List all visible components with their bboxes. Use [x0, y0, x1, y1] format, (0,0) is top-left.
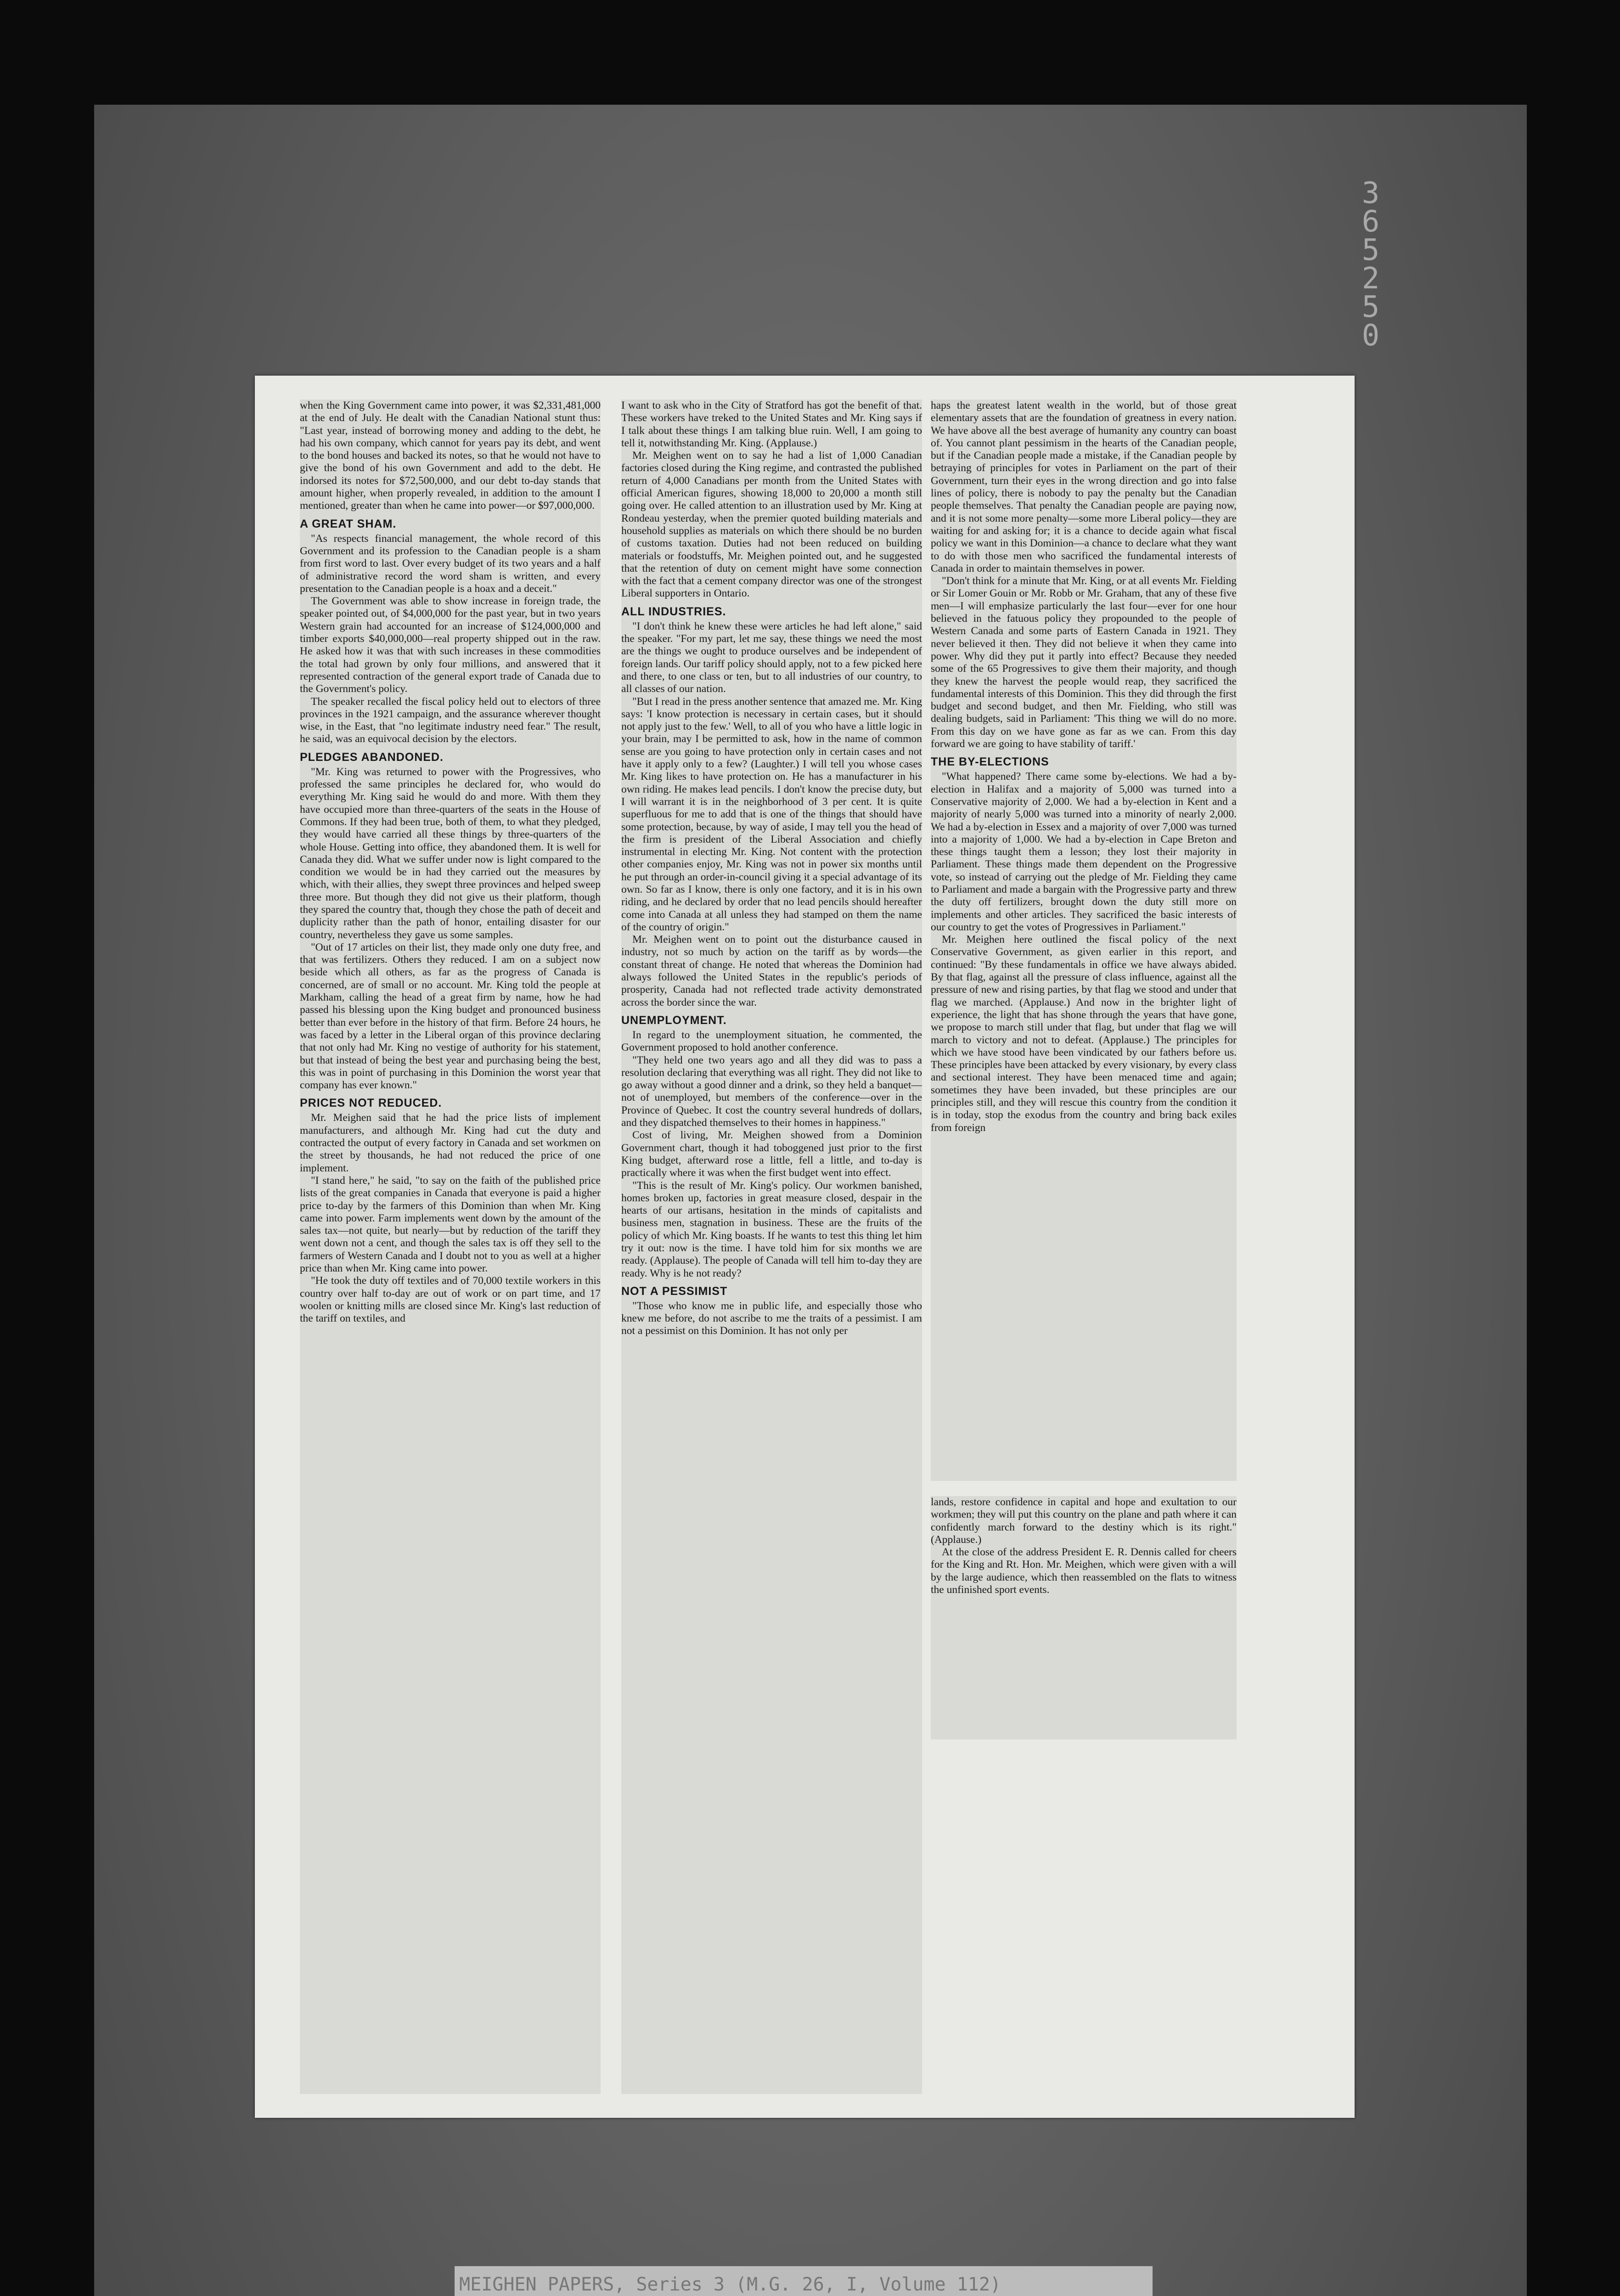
- paragraph: "What happened? There came some by-elections. We had a by-election in Halifax and a majority of 5,000 was turned into a Conservative majority of 2,000. We had a by-election in Kent and a majority of nearly 5,000 was turned into a minority of nearly 2,000. We had a by-election in Essex and a majority of over 7,000 was turned into a majority of 1,000. We had a by-election in Cape Breton and these things taught them a lesson; they lost their majority in Parliament. These things made them dependent on the Progressive vote, so instead of carrying out the pledge of Mr. Fielding they came to Parliament and made a bargain with the Progressive party and threw the duty off fertilizers, brought down the duty still more on implements and other articles. They sacrificed the basic interests of our country to get the votes of Progressives in Parliament.": [931, 771, 1237, 933]
- subheading: PRICES NOT REDUCED.: [300, 1097, 442, 1110]
- paragraph: In regard to the unemployment situation, he commented, the Government proposed to hold another conference.: [621, 1029, 922, 1054]
- paragraph: I want to ask who in the City of Stratford has got the benefit of that. These workers have treked to the United States and Mr. King says if I talk about these things I am talking blue ruin. Well, I am going to tell it, notwithstanding Mr. King. (Applause.): [621, 400, 922, 449]
- paragraph: The speaker recalled the fiscal policy held out to electors of three provinces in the 1921 campaign, and the assurance wherever thought wise, in the East, that "no legitimate industry need fear." The result, he said, was an equivocal decision by the electors.: [300, 695, 601, 745]
- subheading: NOT A PESSIMIST: [621, 1284, 728, 1298]
- paragraph: Mr. Meighen went on to say he had a list of 1,000 Canadian factories closed during the King regime, and contrasted the published return of 4,000 Canadians per month from the United States with official American figures, showing 18,000 to 20,000 a month still going over. He called attention to an illustration used by Mr. King at Rondeau yesterday, when the premier quoted building materials and household supplies as materials on which there should be no burden of customs taxation. Duties had not been reduced on building materials or foodstuffs, Mr. Meighen pointed out, and he suggested that the retention of duty on cement might have some connection with the fact that a cement company director was one of the strongest Liberal supporters in Ontario.: [621, 450, 922, 600]
- subheading: A GREAT SHAM.: [300, 517, 397, 530]
- paragraph: Mr. Meighen went on to point out the disturbance caused in industry, not so much by action on the tariff as by words—the constant threat of change. He noted that whereas the Dominion had always followed the United States in the republic's periods of prosperity, Canada had not reflected trade activity demonstrated across the border since the war.: [621, 934, 922, 1008]
- article-column-2: [621, 400, 922, 2094]
- serial-number-stamp: 365250: [1361, 176, 1380, 353]
- paragraph: "He took the duty off textiles and of 70,000 textile workers in this country over half to-day are out of work or on part time, and 17 woolen or knitting mills are closed since Mr. King's last reduction of the tariff on textiles, and: [300, 1275, 601, 1325]
- paragraph: Mr. Meighen here outlined the fiscal policy of the next Conservative Government, as given earlier in this report, and continued: "By these fundamentals in office we have always abided. By that flag, against all the pressure of class influence, against all the pressure of new and rising parties, by that flag we stood and under that flag we marched. (Applause.) And now in the brighter light of experience, the light that has shone through the years that have gone, we propose to march still under that flag, but under that flag we will march to victory and not to defeat. (Applause.) The principles for which we have stood have been vindicated by our fathers before us. These principles have been attacked by every visionary, by every class and sectional interest. They have been menaced time and again; sometimes they have been invaded, but these principles are our principles still, and they will rescue this country from the condition it is in today, stop the exodus from the country and bring back exiles from foreign: [931, 934, 1237, 1134]
- paragraph: "Out of 17 articles on their list, they made only one duty free, and that was fertilizers. Others they reduced. I am on a subject now beside which all others, as far as the progress of Canada is concerned, are of small or no account. Mr. King told the people at Markham, calling the head of a great firm by name, how he had passed his blessing upon the King budget and pronounced business better than ever before in the history of that firm. Before 24 hours, he was faced by a letter in the Liberal organ of this province declaring that not only had Mr. King no vestige of authority for his statement, but that instead of being the best year and purchasing being the best, this was in point of purchasing in this Dominion the worst year that company has ever known.": [300, 941, 601, 1092]
- paragraph: At the close of the address President E. R. Dennis called for cheers for the King and Rt. Hon. Mr. Meighen, which were given with a will by the large audience, which then reassembled on the flats to witness the unfinished sport events.: [931, 1546, 1237, 1596]
- subheading: PLEDGES ABANDONED.: [300, 750, 444, 764]
- paragraph: "I stand here," he said, "to say on the faith of the published price lists of the great companies in Canada that everyone is paid a higher price to-day by the farmers of this Dominion than when Mr. King came into power. Farm implements went down by the amount of the sales tax—not quite, but nearly—but by reduction of the tariff they went down not a cent, and though the sales tax is off they sell to the farmers of Western Canada and I doubt not to you as well at a higher price than when Mr. King came into power.: [300, 1174, 601, 1274]
- subheading: THE BY-ELECTIONS: [931, 755, 1049, 769]
- article-column-3: [931, 400, 1237, 1481]
- paragraph: The Government was able to show increase in foreign trade, the speaker pointed out, of $4,000,000 for the past year, but in two years Western grain had accounted for an increase of $124,000,000 and timber exports $40,000,000—real property shipped out in the raw. He asked how it was that with such increases in these commodities the total had grown by only four millions, and answered that it represented contraction of the general export trade of Canada due to the Government's policy.: [300, 595, 601, 695]
- subheading: UNEMPLOYMENT.: [621, 1013, 727, 1027]
- paragraph: haps the greatest latent wealth in the world, but of those great elementary assets that are the foundation of greatness in every nation. We have above all the best average of humanity any country can boast of. You cannot plant pessimism in the hearts of the Canadian people, but if the Canadian people made a mistake, if the Canadian people by betraying of principles for votes in Parliament on the part of their Government, turn their eyes in the wrong direction and go into false lines of policy, there is nobody to pay the penalty but the Canadian people themselves. That penalty the Canadian people are paying now, and it is not some more penalty—some more Liberal policy—they are waiting for and asking for; it is a chance to decide again what fiscal policy we want in this Dominion—a chance to declare what they want to do with those men who sacrificed the fundamental interests of Canada in order to maintain themselves in power.: [931, 400, 1237, 574]
- paragraph: "Those who know me in public life, and especially those who knew me before, do not ascribe to me the traits of a pessimist. I am not a pessimist on this Dominion. It has not only per: [621, 1300, 922, 1337]
- subheading: ALL INDUSTRIES.: [621, 605, 726, 618]
- paragraph: "I don't think he knew these were articles he had left alone," said the speaker. "For my part, let me say, these things we need the most are the things we ought to produce ourselves and be independent of foreign lands. Our tariff policy should apply, not to a few picked here and there, to one class or ten, but to all industries of our country, to all classes of our nation.: [621, 620, 922, 695]
- paragraph: "This is the result of Mr. King's policy. Our workmen banished, homes broken up, factories in great measure closed, despair in the hearts of our artisans, hesitation in the minds of capitalists and business men, stagnation in business. These are the fruits of the policy of which Mr. King boasts. If he wants to test this thing let him try it out: now is the time. I have told him for six months we are ready. (Applause). The people of Canada will tell him to-day they are ready. Why is he not ready?: [621, 1179, 922, 1279]
- newspaper-clipping: [255, 376, 1355, 2118]
- article-column-1: [300, 400, 601, 2094]
- paragraph: "But I read in the press another sentence that amazed me. Mr. King says: 'I know protection is necessary in certain cases, but it should not apply just to the few.' Well, to all of you who have a little logic in your brain, may I be permitted to ask, how in the name of common sense are you going to have protection only in certain cases and not have it apply only to a few? (Laughter.) I will tell you whose cases Mr. King likes to have protection on. He has a manufacturer in his own riding. He makes lead pencils. I don't know the precise duty, but I will warrant it is in the neighborhood of 3 per cent. It is quite superfluous for me to add that is one of the things that should have some protection, because, by way of aside, I may tell you the head of the firm is president of the Liberal Association and chiefly instrumental in electing Mr. King. Not content with the protection other companies enjoy, Mr. King was not in power six months until he put through an order-in-council giving it a special advantage of its own. So far as I know, there is only one factory, and it is in his own riding, and he declared by order that no lead pencils should hereafter come into Canada at all unless they had stamped on them the name of the country of origin.": [621, 695, 922, 933]
- paragraph: "Don't think for a minute that Mr. King, or at all events Mr. Fielding or Sir Lomer Gouin or Mr. Robb or Mr. Graham, that any of these five men—I will emphasize particularly the last four—ever for one hour believed in the fatuous policy they propounded to the people of Western Canada and some parts of Eastern Canada in 1921. They never believed it then. They did not believe it when they came into power. Why did they put it partly into effect? Because they needed some of the 65 Progressives to give them their majority, and though they knew the harvest the people would reap, they sacrificed the fundamental interests of this Dominion. This they did through the first budget and second budget, and then Mr. Fielding, who still was dealing budgets, said in Parliament: 'This thing we will do no more. From this day on we have gone as far as we can. From this day forward we are going to have stability of tariff.': [931, 575, 1237, 750]
- paragraph: lands, restore confidence in capital and hope and exultation to our workmen; they will put this country on the plane and path where it can confidently march forward to the destiny which is its right." (Applause.): [931, 1496, 1237, 1546]
- paragraph: "As respects financial management, the whole record of this Government and its profession to the Canadian people is a sham from first word to last. Over every budget of its two years and a half of administrative record the word sham is written, and every presentation to the Canadian people is a hoax and a deceit.": [300, 532, 601, 595]
- paragraph: "They held one two years ago and all they did was to pass a resolution declaring that everything was all right. They did not like to go away without a good dinner and a drink, so they held a banquet—not of unemployed, but members of the conference—over in the Province of Quebec. It cost the country several hundreds of dollars, and they dispatched themselves to their homes in happiness.": [621, 1054, 922, 1129]
- paragraph: Cost of living, Mr. Meighen showed from a Dominion Government chart, though it had toboggened just prior to the first King budget, afterward rose a little, fell a little, and to-day is practically where it was when the first budget went into effect.: [621, 1129, 922, 1179]
- article-column-3-continued: [931, 1496, 1237, 1739]
- paragraph: when the King Government came into power, it was $2,331,481,000 at the end of July. He dealt with the Canadian National stunt thus: "Last year, instead of borrowing money and adding to the debt, he had his own company, which cannot for years pay its debt, and went to the bond houses and backed its notes, so that he would not have to give the bond of his own Government and add to the debt. He indorsed its notes for $72,500,000, and our debt to-day stands that amount higher, when properly revealed, in addition to the amount I mentioned, greater than when he came into power—or $97,000,000.: [300, 400, 601, 512]
- paragraph: "Mr. King was returned to power with the Progressives, who professed the same principles he declared for, who would do everything Mr. King said he would do and more. With them they have occupied more than three-quarters of the seats in the House of Commons. If they had been true, both of them, to what they pledged, they would have carried all these things by three-quarters of the whole House. Getting into office, they abandoned them. It is well for Canada they did. What we suffer under now is light compared to the condition we would be in had they carried out the measures by which, with their allies, they swept three provinces and helped sweep three more. But though they did not give us their platform, though they spared the country that, though they chose the path of deceit and duplicity rather than the path of honor, entailing disaster for our country, nevertheless they gave us some samples.: [300, 765, 601, 941]
- reference-strip: MEIGHEN PAPERS, Series 3 (M.G. 26, I, Volume 112): [455, 2266, 1153, 2296]
- paragraph: Mr. Meighen said that he had the price lists of implement manufacturers, and although Mr. King had cut the duty and contracted the output of every factory in Canada and set workmen on the street by thousands, he had not reduced the price of one implement.: [300, 1112, 601, 1174]
